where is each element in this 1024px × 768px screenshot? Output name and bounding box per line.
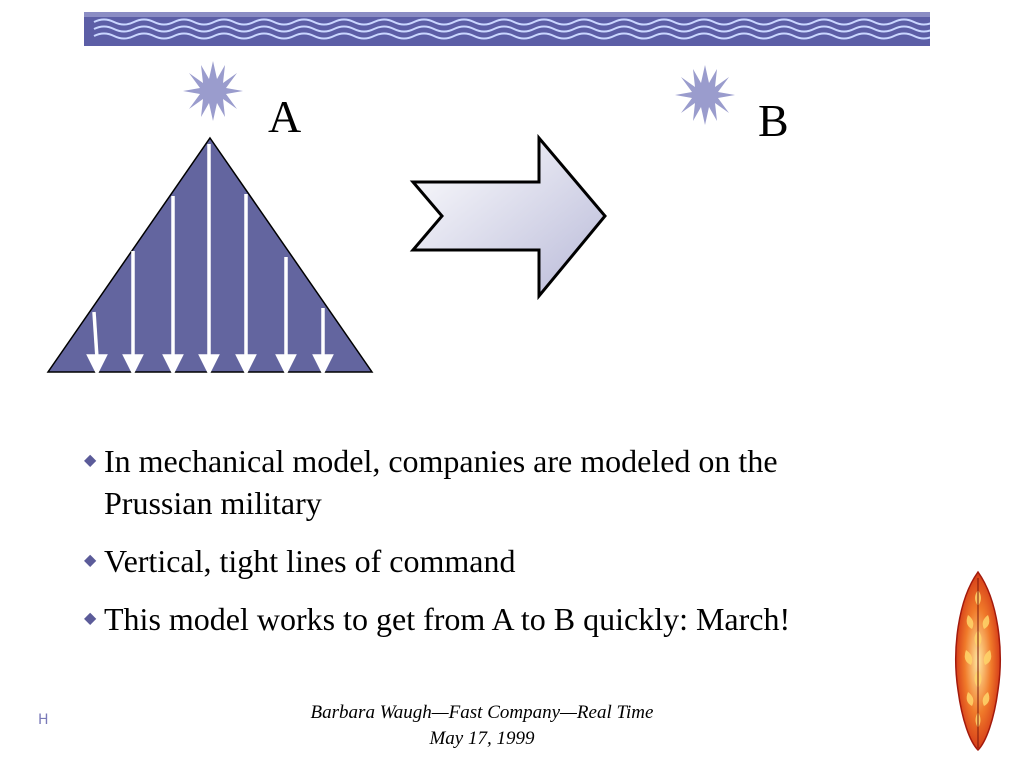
feather-decoration-icon: [948, 570, 1008, 752]
bullet-text-line: Prussian military: [104, 485, 322, 521]
diamond-bullet-icon: ◆: [84, 452, 97, 469]
right-arrow-icon: [406, 134, 610, 302]
bullet-item: [84, 598, 964, 640]
bullet-item: [84, 440, 964, 524]
bullet-text-line: Vertical, tight lines of command: [104, 543, 516, 579]
diamond-bullet-icon: ◆: [84, 552, 97, 569]
bullet-text-line: This model works to get from A to B quickly: March!: [104, 601, 791, 637]
footer: [222, 700, 742, 752]
diamond-bullet-icon: ◆: [84, 610, 97, 627]
bullet-list: [84, 440, 964, 656]
bullet-item: [84, 540, 964, 582]
label-a: A: [268, 91, 302, 142]
hierarchy-pyramid-icon: [46, 136, 374, 376]
starburst-icon: [674, 64, 736, 126]
wave-banner-icon: [84, 12, 930, 46]
footer-date: May 17, 1999: [429, 728, 535, 749]
bullet-text-line: In mechanical model, companies are modeled on the: [104, 443, 778, 479]
corner-mark: H: [38, 712, 49, 728]
footer-credit: Barbara Waugh—Fast Company—Real Time: [310, 702, 654, 723]
label-b: B: [758, 95, 789, 146]
starburst-icon: [182, 60, 244, 122]
